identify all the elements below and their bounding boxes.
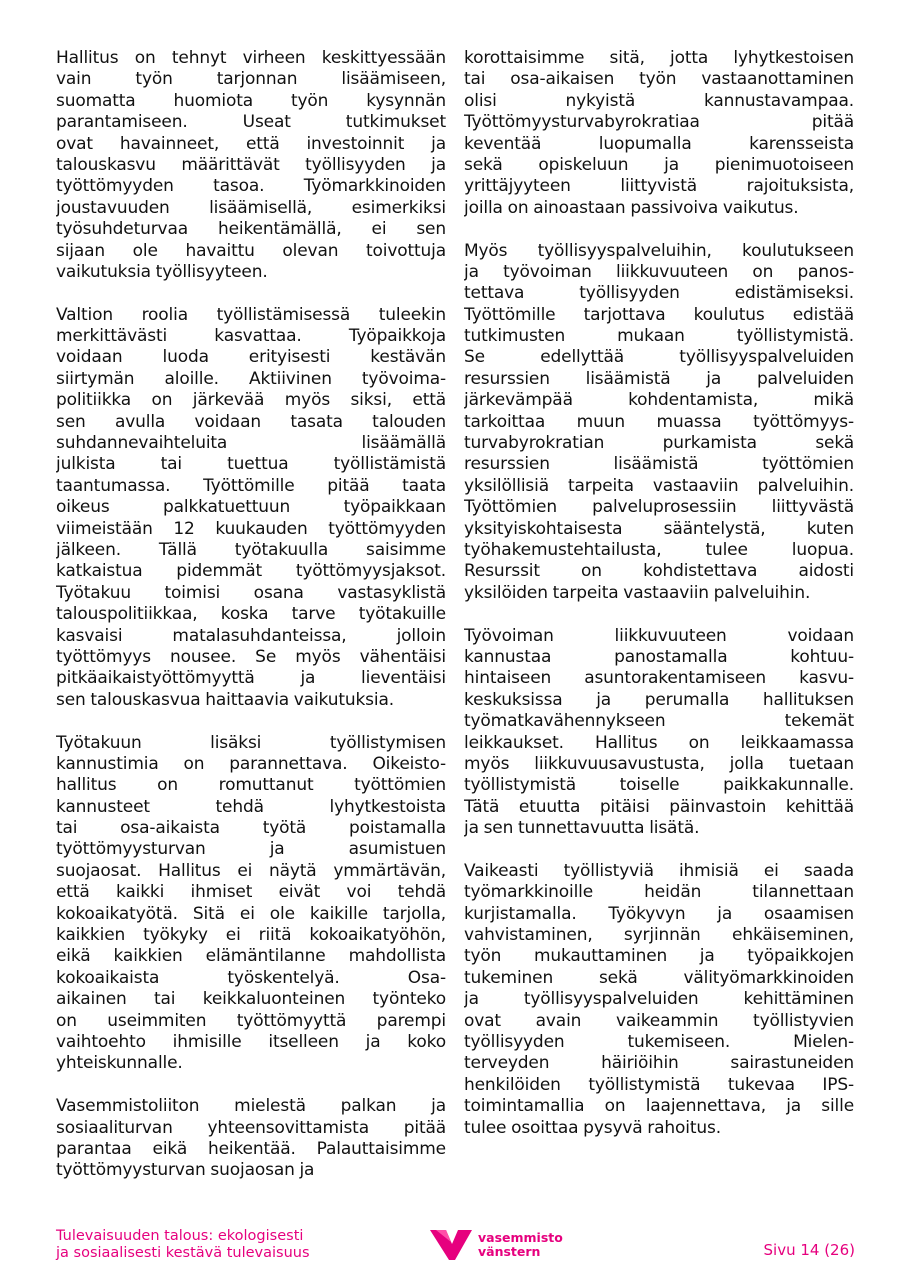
paragraph-gap [56, 711, 446, 732]
text-line: Työvoiman liikkuvuuteen voidaan [464, 625, 854, 646]
paragraph-gap [464, 219, 854, 240]
text-line: Tätä etuutta pitäisi päinvastoin kehittää [464, 796, 854, 817]
text-line: suojaosat. Hallitus ei näytä ymmärtävän, [56, 860, 446, 881]
text-line: voidaan luoda erityisesti kestävän [56, 347, 446, 368]
text-line: Vaikeasti työllistyviä ihmisiä ei saada [464, 860, 854, 881]
text-line: aikainen tai keikkaluonteinen työnteko [56, 989, 446, 1010]
text-line: kaikkien työkyky ei riitä kokoaikatyöhön, [56, 925, 446, 946]
text-line: tukeminen sekä välityömarkkinoiden [464, 967, 854, 988]
text-line: työmarkkinoille heidän tilannettaan [464, 882, 854, 903]
text-line: terveyden häiriöihin sairastuneiden [464, 1053, 854, 1074]
text-line: joilla on ainoastaan passivoiva vaikutus. [464, 197, 799, 218]
left-column [56, 48, 446, 1182]
paragraph [56, 305, 446, 711]
text-line: on useimmiten työttömyyttä parempi [56, 1010, 446, 1031]
paragraph [56, 1096, 446, 1182]
paragraph-gap [56, 1075, 446, 1096]
text-line: parantamiseen. Useat tutkimukset [56, 112, 446, 133]
text-line: kasvaisi matalasuhdanteissa, jolloin [56, 625, 446, 646]
text-line: tai osa-aikaisen työn vastaanottaminen [464, 69, 854, 90]
right-column [464, 48, 854, 1139]
logo-line-2: vänstern [478, 1244, 541, 1259]
text-line: sijaan ole havaittu olevan toivottuja [56, 240, 446, 261]
paragraph [56, 48, 446, 283]
text-line: keventää luopumalla karensseista [464, 133, 854, 154]
text-line: kurjistamalla. Työkyvyn ja osaamisen [464, 903, 854, 924]
text-line: politiikka on järkevää myös siksi, että [56, 390, 446, 411]
text-line: työsuhdeturvaa heikentämällä, ei sen [56, 219, 446, 240]
text-line: yhteiskunnalle. [56, 1053, 183, 1074]
text-line: Hallitus on tehnyt virheen keskittyessään [56, 48, 446, 68]
text-line: kokoaikaista työskentelyä. Osa- [56, 967, 446, 988]
paragraph [56, 733, 446, 1075]
text-line: talouspolitiikkaa, koska tarve työtakuille [56, 604, 446, 625]
text-line: tettava työllisyyden edistämiseksi. [464, 283, 854, 304]
text-line: taantumassa. Työttömille pitää taata [56, 475, 446, 496]
text-line: joustavuuden lisäämisellä, esimerkiksi [56, 197, 446, 218]
text-line: keskuksissa ja perumalla hallituksen [464, 689, 854, 710]
paragraph [464, 241, 854, 605]
text-line: ja työvoiman liikkuvuuteen on panos- [464, 261, 854, 282]
paragraph-gap [464, 604, 854, 625]
text-line: resurssien lisäämistä työttömien [464, 454, 854, 475]
text-line: vaikutuksia työllisyyteen. [56, 261, 268, 282]
text-line: korottaisimme sitä, jotta lyhytkestoisen [464, 48, 854, 68]
paragraph [464, 48, 854, 219]
text-line: järkevämpää kohdentamista, mikä [464, 390, 854, 411]
text-line: myös liikkuvuusavustusta, jolla tuetaan [464, 753, 854, 774]
text-line: työn mukauttaminen ja työpaikkojen [464, 946, 854, 967]
document-title-line-2: ja sosiaalisesti kestävä tulevaisuus [56, 1245, 310, 1261]
text-line: vain työn tarjonnan lisäämiseen, [56, 69, 446, 90]
text-line: yksityiskohtaisesta sääntelystä, kuten [464, 518, 854, 539]
text-line: hallitus on romuttanut työttömien [56, 775, 446, 796]
text-line: työllisyyden tukemiseen. Mielen- [464, 1031, 854, 1052]
text-line: ja työllisyyspalveluiden kehittäminen [464, 989, 854, 1010]
logo-line-1: vasemmisto [478, 1230, 563, 1245]
text-line: viimeistään 12 kuukauden työttömyyden [56, 518, 446, 539]
text-line: siirtymän aloille. Aktiivinen työvoima- [56, 368, 446, 389]
text-line: eikä kaikkien elämäntilanne mahdollista [56, 946, 446, 967]
text-line: tai osa-aikaista työtä poistamalla [56, 818, 446, 839]
text-line: ovat havainneet, että investoinnit ja [56, 133, 446, 154]
text-line: Työttömille tarjottava koulutus edistää [464, 304, 854, 325]
text-line: Työtakuun lisäksi työllistymisen [56, 732, 446, 753]
text-line: työmatkavähennykseen tekemät [464, 711, 854, 732]
paragraph-gap [56, 283, 446, 304]
text-line: työttömyysturvan ja asumistuen [56, 839, 446, 860]
text-line: sen talouskasvua haittaavia vaikutuksia. [56, 689, 394, 710]
text-line: että kaikki ihmiset eivät voi tehdä [56, 882, 446, 903]
text-line: henkilöiden työllistymistä tukevaa IPS- [464, 1074, 854, 1095]
text-line: tutkimusten mukaan työllistymistä. [464, 326, 854, 347]
text-line: Resurssit on kohdistettava aidosti [464, 561, 854, 582]
vasemmisto-logo [428, 1228, 568, 1264]
document-title [56, 1228, 310, 1262]
v-logo-icon [428, 1228, 474, 1262]
text-line: Työttömyysturvabyrokratiaa pitää [464, 112, 854, 133]
text-line: suhdannevaihteluita lisäämällä [56, 433, 446, 454]
text-line: resurssien lisäämistä ja palveluiden [464, 368, 854, 389]
text-line: yksilöiden tarpeita vastaaviin palveluihin. [464, 582, 811, 603]
text-line: Valtion roolia työllistämisessä tuleekin [56, 304, 446, 325]
text-line: hintaiseen asuntorakentamiseen kasvu- [464, 668, 854, 689]
text-line: ovat avain vaikeammin työllistyvien [464, 1010, 854, 1031]
text-line: työllistymistä toiselle paikkakunnalle. [464, 775, 854, 796]
text-line: julkista tai tuettua työllistämistä [56, 454, 446, 475]
text-line: Vasemmistoliiton mielestä palkan ja [56, 1096, 446, 1117]
text-line: vahvistaminen, syrjinnän ehkäiseminen, [464, 925, 854, 946]
text-line: Se edellyttää työllisyyspalveluiden [464, 347, 854, 368]
text-line: työttömyys nousee. Se myös vähentäisi [56, 646, 446, 667]
text-line: turvabyrokratian purkamista sekä [464, 433, 854, 454]
text-line: tulee osoittaa pysyvä rahoitus. [464, 1117, 721, 1138]
text-line: ja sen tunnettavuutta lisätä. [464, 818, 700, 839]
page-number: Sivu 14 (26) [763, 1241, 855, 1259]
text-line: Myös työllisyyspalveluihin, koulutukseen [464, 240, 854, 261]
text-line: toimintamallia on laajennettava, ja sille [464, 1096, 854, 1117]
document-title-line-1: Tulevaisuuden talous: ekologisesti [56, 1228, 304, 1244]
text-line: yrittäjyyteen liittyvistä rajoituksista, [464, 176, 854, 197]
paragraph [464, 861, 854, 1139]
text-line: työhakemustehtailusta, tulee luopua. [464, 539, 854, 560]
paragraph-gap [464, 839, 854, 860]
text-line: Työtakuu toimisi osana vastasyklistä [56, 582, 446, 603]
text-line: kannustaa panostamalla kohtuu- [464, 646, 854, 667]
text-line: talouskasvu määrittävät työllisyyden ja [56, 154, 446, 175]
text-line: Työttömien palveluprosessiin liittyvästä [464, 497, 854, 518]
paragraph [464, 626, 854, 840]
text-line: suomatta huomiota työn kysynnän [56, 90, 446, 111]
text-line: olisi nykyistä kannustavampaa. [464, 90, 854, 111]
text-line: sekä opiskeluun ja pienimuotoiseen [464, 154, 854, 175]
text-line: oikeus palkkatuettuun työpaikkaan [56, 497, 446, 518]
text-line: jälkeen. Tällä työtakuulla saisimme [56, 539, 446, 560]
text-line: leikkaukset. Hallitus on leikkaamassa [464, 732, 854, 753]
page-footer [0, 1228, 909, 1268]
text-line: pitkäaikaistyöttömyyttä ja lieventäisi [56, 668, 446, 689]
text-line: parantaa eikä heikentää. Palauttaisimme [56, 1138, 446, 1159]
text-line: merkittävästi kasvattaa. Työpaikkoja [56, 326, 446, 347]
text-line: sen avulla voidaan tasata talouden [56, 411, 446, 432]
text-line: työttömyyden tasoa. Työmarkkinoiden [56, 176, 446, 197]
text-line: kannustimia on parannettava. Oikeisto- [56, 753, 446, 774]
text-line: kannusteet tehdä lyhytkestoista [56, 796, 446, 817]
logo-wordmark [478, 1231, 563, 1259]
text-line: tarkoittaa muun muassa työttömyys- [464, 411, 854, 432]
text-line: katkaistua pidemmät työttömyysjaksot. [56, 561, 446, 582]
text-line: yksilöllisiä tarpeita vastaaviin palveluihin. [464, 475, 854, 496]
text-line: vaihtoehto ihmisille itselleen ja koko [56, 1031, 446, 1052]
text-line: kokoaikatyötä. Sitä ei ole kaikille tarjolla, [56, 903, 446, 924]
text-line: työttömyysturvan suojaosan ja [56, 1160, 315, 1181]
text-line: sosiaaliturvan yhteensovittamista pitää [56, 1117, 446, 1138]
